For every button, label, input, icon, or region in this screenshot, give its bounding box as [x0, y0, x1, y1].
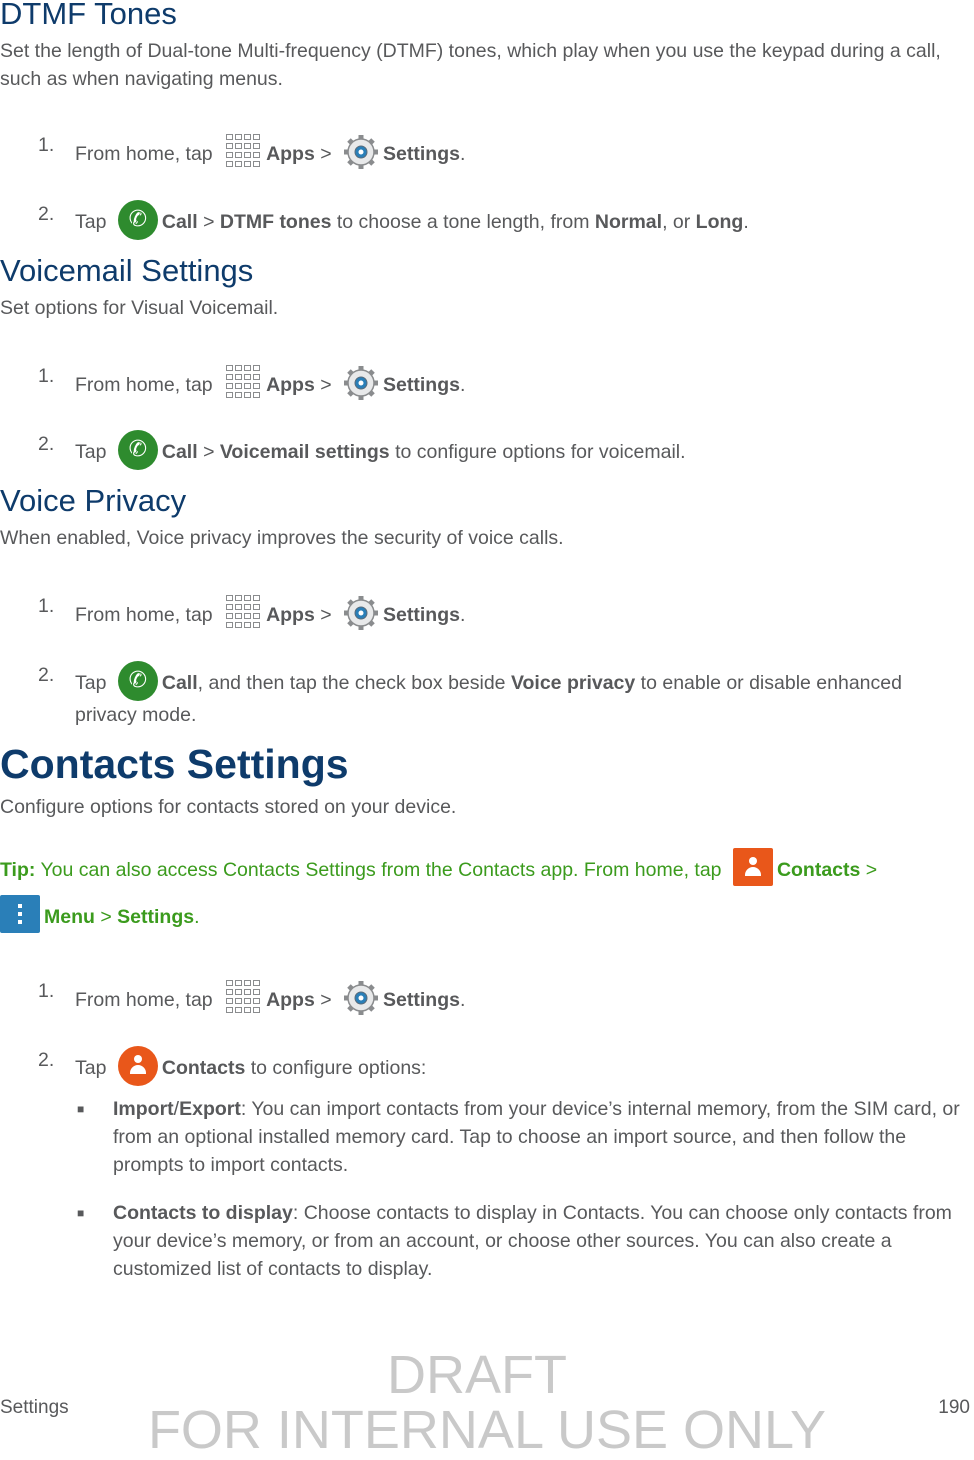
period: .: [459, 604, 466, 626]
apps-label: Apps: [266, 143, 315, 165]
apps-grid-cell: [235, 374, 242, 380]
step-text: Tap: [75, 1057, 107, 1079]
apps-grid-cell: [235, 980, 242, 986]
section-title-privacy: Voice Privacy: [0, 483, 187, 518]
apps-grid-cell: [235, 989, 242, 995]
step-text: to configure options:: [250, 1057, 427, 1079]
step-text: to enable or disable enhanced privacy mode.: [75, 672, 902, 726]
apps-grid-cell: [235, 622, 242, 628]
call-label: Call: [161, 672, 198, 694]
apps-grid-cell: [253, 613, 260, 619]
apps-grid-cell: [244, 365, 251, 371]
step-text: Tap: [75, 672, 107, 694]
separator: >: [320, 143, 332, 165]
section-desc-dtmf: Set the length of Dual-tone Multi-frequency (DTMF) tones, which play when you use the keypad during a call, such as when navigating menus.: [0, 40, 941, 90]
section-desc-voicemail: Set options for Visual Voicemail.: [0, 297, 279, 319]
section-title-contacts: Contacts Settings: [0, 741, 349, 787]
settings-icon: [343, 365, 379, 401]
slash: /: [173, 1098, 180, 1120]
settings-icon: [343, 595, 379, 631]
apps-grid-cell: [226, 613, 233, 619]
apps-grid-cell: [244, 1007, 251, 1013]
apps-grid-cell: [226, 392, 233, 398]
apps-grid-cell: [253, 161, 260, 167]
apps-grid-cell: [253, 980, 260, 986]
apps-grid-cell: [244, 392, 251, 398]
step-number: 1.: [38, 980, 55, 1002]
apps-label: Apps: [266, 604, 315, 626]
phone-call-icon: ✆: [118, 430, 158, 470]
settings-label: Settings: [383, 989, 460, 1011]
apps-grid-cell: [253, 989, 260, 995]
apps-grid-cell: [226, 989, 233, 995]
settings-icon: [343, 134, 379, 170]
voicemail-settings-label: Voicemail settings: [219, 441, 390, 463]
apps-grid-cell: [235, 152, 242, 158]
menu-label: Menu: [44, 906, 95, 928]
apps-grid-cell: [253, 152, 260, 158]
apps-grid-cell: [253, 1007, 260, 1013]
apps-grid-cell: [244, 143, 251, 149]
apps-grid-cell: [244, 613, 251, 619]
step-number: 2.: [38, 664, 55, 686]
separator: >: [100, 906, 112, 928]
apps-grid-cell: [235, 383, 242, 389]
apps-grid-cell: [235, 161, 242, 167]
apps-grid-cell: [226, 595, 233, 601]
apps-grid-cell: [253, 134, 260, 140]
apps-icon: [224, 131, 262, 169]
bullet-marker: ■: [77, 1102, 85, 1116]
section-desc-contacts: Configure options for contacts stored on your device.: [0, 796, 457, 818]
separator: >: [320, 989, 332, 1011]
footer-section: Settings: [0, 1397, 69, 1418]
bullet-text: : Choose contacts to display in Contacts. You can choose only contacts from your device’s memory, or from an account, or choose other sources. You can also create a customized list of contacts to display.: [113, 1202, 952, 1280]
apps-grid-cell: [244, 604, 251, 610]
apps-grid-cell: [226, 374, 233, 380]
contacts-label: Contacts: [161, 1057, 246, 1079]
step-number: 1.: [38, 595, 55, 617]
apps-grid-cell: [244, 980, 251, 986]
period: .: [459, 989, 466, 1011]
step-number: 2.: [38, 1049, 55, 1071]
step-text: From home, tap: [75, 604, 213, 626]
voice-privacy-label: Voice privacy: [510, 672, 636, 694]
settings-label: Settings: [383, 143, 460, 165]
apps-grid-cell: [226, 152, 233, 158]
period: .: [459, 143, 466, 165]
step-number: 2.: [38, 203, 55, 225]
apps-grid-cell: [235, 365, 242, 371]
settings-label: Settings: [383, 604, 460, 626]
apps-grid-cell: [226, 998, 233, 1004]
settings-label: Settings: [383, 374, 460, 396]
separator: >: [865, 859, 878, 881]
step-text: to choose a tone length, from: [336, 211, 590, 233]
apps-grid-cell: [226, 604, 233, 610]
bullet-text: : You can import contacts from your device’s internal memory, from the SIM card, or from an optional installed memory card. Tap to choose an import source, and then follow the prompts to import contacts.: [113, 1098, 960, 1176]
apps-grid-cell: [244, 998, 251, 1004]
apps-icon: [224, 362, 262, 400]
apps-grid-cell: [244, 134, 251, 140]
section-title-dtmf: DTMF Tones: [0, 0, 177, 31]
apps-grid-cell: [253, 392, 260, 398]
apps-icon: [224, 592, 262, 630]
apps-grid-cell: [235, 613, 242, 619]
separator: >: [203, 211, 215, 233]
gear-icon: [343, 980, 379, 1016]
contacts-to-display-label: Contacts to display: [113, 1202, 293, 1224]
apps-grid-cell: [244, 374, 251, 380]
settings-label: Settings: [117, 906, 195, 928]
apps-grid-cell: [253, 143, 260, 149]
period: .: [743, 211, 749, 233]
apps-grid-cell: [244, 152, 251, 158]
separator: >: [320, 374, 332, 396]
step-number: 1.: [38, 365, 55, 387]
apps-grid-cell: [235, 392, 242, 398]
normal-label: Normal: [594, 211, 663, 233]
contacts-icon: [118, 1046, 158, 1086]
call-label: Call: [161, 441, 198, 463]
step-text: , or: [662, 211, 691, 233]
apps-grid-cell: [235, 604, 242, 610]
step-text: Tap: [75, 211, 107, 233]
apps-grid-cell: [226, 1007, 233, 1013]
apps-grid-cell: [226, 980, 233, 986]
tip-note: [0, 847, 970, 941]
settings-icon: [343, 980, 379, 1016]
apps-grid-cell: [253, 365, 260, 371]
separator: >: [320, 604, 332, 626]
apps-grid-cell: [244, 161, 251, 167]
apps-icon: [224, 977, 262, 1015]
bullet-marker: ■: [77, 1206, 85, 1220]
apps-grid-cell: [244, 989, 251, 995]
apps-grid-cell: [253, 622, 260, 628]
page-number: 190: [938, 1397, 970, 1418]
apps-grid-cell: [226, 134, 233, 140]
apps-grid-cell: [244, 622, 251, 628]
menu-icon: [0, 895, 40, 933]
dtmf-tones-label: DTMF tones: [219, 211, 332, 233]
draft-watermark: DRAFT: [387, 1345, 567, 1405]
contacts-icon: [733, 848, 773, 886]
step-text: Tap: [75, 441, 107, 463]
apps-grid-cell: [253, 383, 260, 389]
phone-call-icon: ✆: [118, 200, 158, 240]
apps-grid-cell: [226, 365, 233, 371]
step-text: From home, tap: [75, 143, 213, 165]
apps-grid-cell: [253, 998, 260, 1004]
apps-grid-cell: [226, 622, 233, 628]
period: .: [194, 906, 200, 928]
apps-grid-cell: [253, 595, 260, 601]
import-label: Import: [113, 1098, 174, 1120]
phone-call-icon: ✆: [118, 661, 158, 701]
call-label: Call: [161, 211, 198, 233]
section-title-voicemail: Voicemail Settings: [0, 253, 254, 288]
apps-label: Apps: [266, 374, 315, 396]
gear-icon: [343, 595, 379, 631]
period: .: [459, 374, 466, 396]
apps-grid-cell: [235, 1007, 242, 1013]
apps-grid-cell: [235, 595, 242, 601]
apps-grid-cell: [226, 161, 233, 167]
apps-label: Apps: [266, 989, 315, 1011]
step-text: From home, tap: [75, 374, 213, 396]
apps-grid-cell: [226, 143, 233, 149]
apps-grid-cell: [253, 374, 260, 380]
tip-text: You can also access Contacts Settings from the Contacts app. From home, tap: [40, 859, 722, 881]
separator: >: [203, 441, 215, 463]
step-text: From home, tap: [75, 989, 213, 1011]
gear-icon: [343, 134, 379, 170]
apps-grid-cell: [244, 595, 251, 601]
contacts-label: Contacts: [776, 859, 861, 881]
apps-grid-cell: [235, 134, 242, 140]
tip-label: Tip:: [0, 859, 36, 881]
apps-grid-cell: [235, 998, 242, 1004]
section-desc-privacy: When enabled, Voice privacy improves the security of voice calls.: [0, 527, 564, 549]
internal-use-watermark: FOR INTERNAL USE ONLY: [147, 1400, 827, 1460]
export-label: Export: [179, 1098, 241, 1120]
step-number: 2.: [38, 433, 55, 455]
step-text: , and then tap the check box beside: [197, 672, 506, 694]
gear-icon: [343, 365, 379, 401]
apps-grid-cell: [253, 604, 260, 610]
step-number: 1.: [38, 134, 55, 156]
long-label: Long: [695, 211, 744, 233]
step-text: to configure options for voicemail.: [395, 441, 686, 463]
apps-grid-cell: [226, 383, 233, 389]
apps-grid-cell: [235, 143, 242, 149]
apps-grid-cell: [244, 383, 251, 389]
